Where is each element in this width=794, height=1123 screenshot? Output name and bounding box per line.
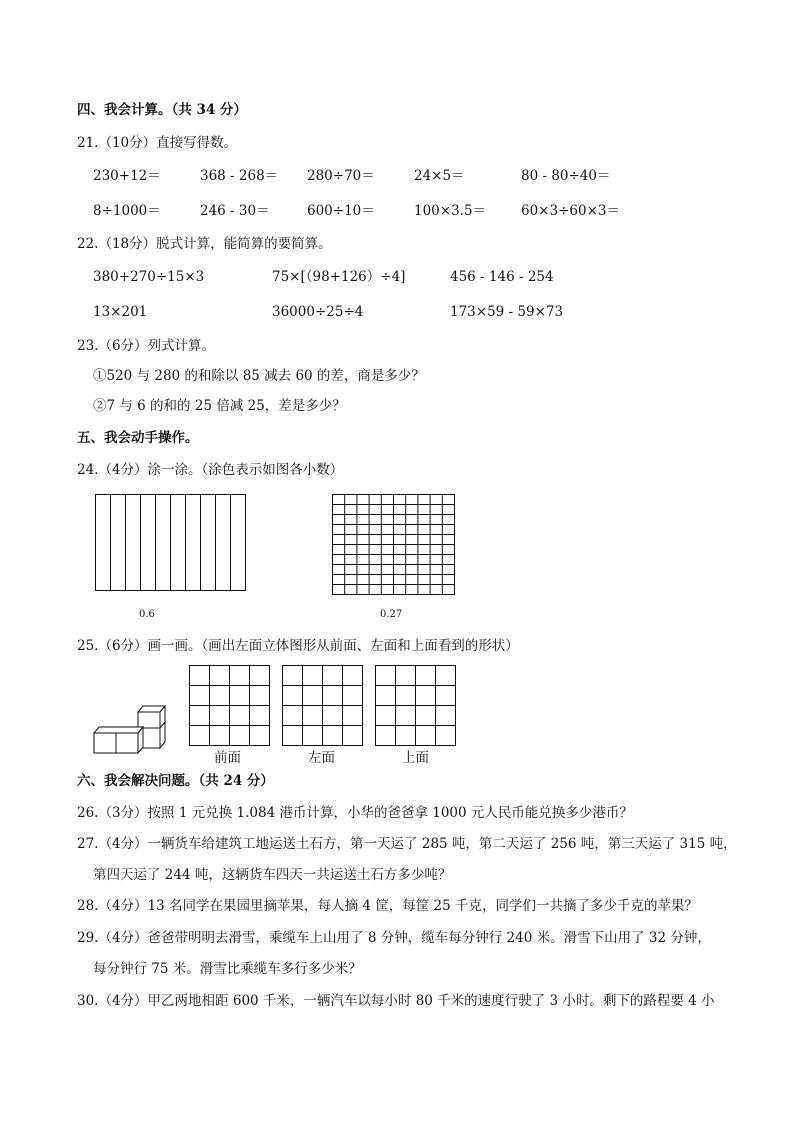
q28: 28.（4分）13 名同学在果园里摘苹果，每人摘 4 筐，每筐 25 千克，同学们一共摘了多少千克的苹果？ — [77, 898, 698, 914]
section4-heading: 四、我会计算。（共 34 分） — [77, 102, 247, 118]
q21-item: 246 - 30＝ — [200, 203, 270, 219]
q22-item: 36000÷25÷4 — [272, 304, 364, 320]
q21-item: 80 - 80÷40＝ — [521, 168, 611, 184]
q23-item-2: ②7 与 6 的和的 25 倍减 25，差是多少？ — [93, 398, 346, 414]
q22-item: 75×[（98+126）÷4] — [272, 269, 406, 285]
q22-item: 380+270÷15×3 — [93, 269, 205, 285]
q29-line1: 29.（4分）爸爸带明明去滑雪，乘缆车上山用了 8 分钟，缆车每分钟行 240 米。滑雪下山用了 32 分钟， — [77, 930, 711, 946]
q26: 26.（3分）按照 1 元兑换 1.084 港币计算，小华的爸爸拿 1000 元人民币能兑换多少港币？ — [77, 805, 633, 821]
q22-item: 456 - 146 - 254 — [450, 269, 554, 285]
q27-line2: 第四天运了 244 吨，这辆货车四天一共运送土石方多少吨？ — [93, 867, 452, 883]
q21-item: 24×5＝ — [414, 168, 465, 184]
fig1-label: 0.6 — [139, 609, 155, 620]
grid-label-top: 上面 — [402, 750, 429, 766]
q21-item: 600÷10＝ — [307, 203, 375, 219]
q21-item: 280÷70＝ — [307, 168, 375, 184]
section5-heading: 五、我会动手操作。 — [77, 430, 199, 446]
q23-item-1: ①520 与 280 的和除以 85 减去 60 的差，商是多少？ — [93, 368, 425, 384]
q21-item: 60×3÷60×3＝ — [521, 203, 620, 219]
q21-title: 21.（10分）直接写得数。 — [77, 135, 238, 151]
view-grids — [190, 666, 456, 746]
fig2-label: 0.27 — [380, 609, 403, 620]
q21-item: 100×3.5＝ — [414, 203, 487, 219]
section6-heading: 六、我会解决问题。（共 24 分） — [77, 773, 274, 789]
q22-title: 22.（18分）脱式计算，能简算的要简算。 — [77, 236, 332, 252]
q21-item: 8÷1000＝ — [93, 203, 161, 219]
cube-figure — [94, 706, 165, 753]
grid-label-left: 左面 — [308, 750, 335, 766]
q25-title: 25.（6分）画一画。（画出左面立体图形从前面、左面和上面看到的形状） — [77, 638, 519, 654]
q22-item: 13×201 — [93, 304, 148, 320]
q24-title: 24.（4分）涂一涂。（涂色表示如图各小数） — [77, 462, 344, 478]
q30-line1: 30.（4分）甲乙两地相距 600 千米，一辆汽车以每小时 80 千米的速度行驶了 3 小时。剩下的路程要 4 小 — [77, 993, 715, 1009]
grid-label-front: 前面 — [214, 750, 241, 766]
q21-item: 368 - 268＝ — [200, 168, 279, 184]
q22-item: 173×59 - 59×73 — [450, 304, 564, 320]
q23-title: 23.（6分）列式计算。 — [77, 338, 216, 354]
q29-line2: 每分钟行 75 米。滑雪比乘缆车多行多少米？ — [93, 961, 362, 977]
q27-line1: 27.（4分）一辆货车给建筑工地运送土石方，第一天运了 285 吨，第二天运了 256 吨，第三天运了 315 吨， — [77, 836, 737, 852]
q21-item: 230+12＝ — [93, 168, 161, 184]
